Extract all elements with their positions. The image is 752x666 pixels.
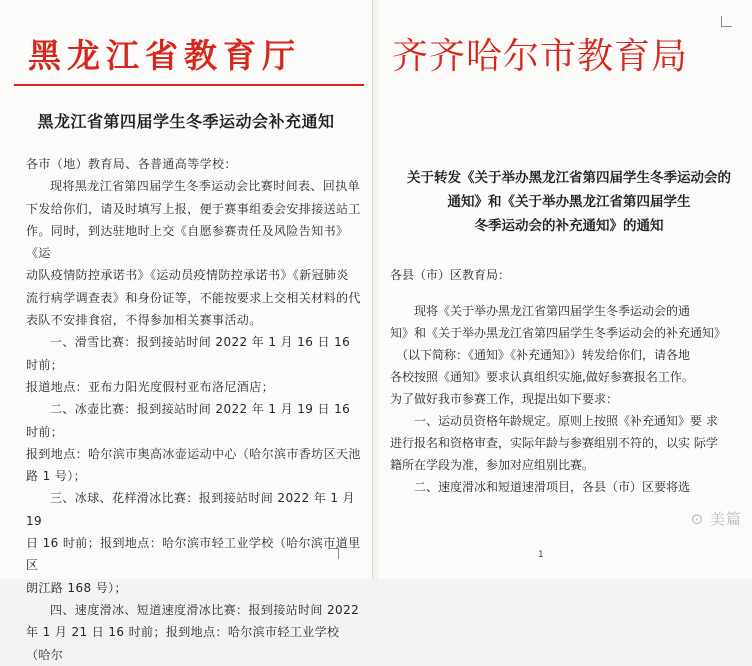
title-line: 通知》和《关于举办黑龙江省第四届学生	[447, 194, 691, 210]
body-line: 一、滑雪比赛：报到接站时间 2022 年 1 月 16 日 16 时前；	[26, 335, 351, 372]
body-line: 各市（地）教育局、各普通高等学校：	[26, 157, 237, 171]
crop-mark	[328, 548, 339, 559]
body-line: 四、速度滑冰、短道速度滑冰比赛：报到接站时间 2022	[50, 602, 360, 617]
body-line: 二、冰壶比赛：报到接站时间 2022 年 1 月 19 日 16 时前；	[26, 402, 351, 439]
body-line: 三、冰球、花样滑冰比赛：报到接站时间 2022 年 1 月 19	[26, 491, 356, 528]
page-number: 1	[538, 550, 544, 560]
left-document-body	[26, 153, 364, 666]
crop-mark	[721, 16, 732, 27]
body-line: 路 1 号）；	[26, 469, 87, 484]
body-line: 流行病学调查表》和身份证等，不能按要求上交相关材料的代	[26, 290, 361, 305]
body-line: 一、运动员资格年龄规定。原则上按照《补充通知》要 求	[414, 414, 718, 428]
title-line: 冬季运动会的补充通知》的通知	[474, 218, 664, 234]
body-line: 知》和《关于举办黑龙江省第四届学生冬季运动会的补充通知》	[390, 326, 727, 340]
left-masthead-red-rule	[14, 84, 364, 86]
right-document-page	[378, 0, 752, 579]
body-line: 现将黑龙江省第四届学生冬季运动会比赛时间表、回执单	[50, 179, 361, 194]
left-document-title: 黑龙江省第四届学生冬季运动会补充通知	[37, 112, 335, 131]
body-line: 作。同时，到达驻地时上交《自愿参赛责任及风险告知书》《运	[26, 223, 349, 261]
body-line: 年 1 月 21 日 16 时前；报到地点：哈尔滨市轻工业学校（哈尔	[26, 625, 340, 662]
body-line: 朗江路 168 号）；	[26, 580, 127, 595]
body-line: 表队不安排食宿，不得参加相关赛事活动。	[26, 313, 262, 328]
body-line: 现将《关于举办黑龙江省第四届学生冬季运动会的通	[414, 304, 691, 318]
body-line: 日 16 时前；报到地点：哈尔滨市轻工业学校（哈尔滨市道里区	[26, 536, 361, 573]
left-masthead-heilongjiang-education-dept: 黑龙江省教育厅	[28, 36, 301, 75]
body-line: 报到地点：哈尔滨市奥高冰壶运动中心（哈尔滨市香坊区天池	[26, 446, 361, 461]
left-document-page	[0, 0, 373, 662]
body-line: 各校按照《通知》要求认真组织实施,做好参赛报名工作。	[390, 370, 694, 384]
body-line: 二、速度滑冰和短道速滑项目，各县（市）区要将选	[414, 480, 691, 494]
title-line: 关于转发《关于举办黑龙江省第四届学生冬季运动会的	[407, 170, 731, 186]
body-line: （以下简称：《通知》《补充通知》）转发给你们，请各地	[396, 348, 691, 362]
body-line: 籍所在学段为准，参加对应组别比赛。	[390, 458, 595, 472]
body-line: 下发给你们，请及时填写上报，便于赛事组委会安排接送站工	[26, 201, 361, 216]
body-line: 报道地点：亚布力阳光度假村亚布洛尼酒店；	[26, 379, 275, 394]
salutation: 各县（市）区教育局：	[390, 268, 511, 282]
meipian-watermark: ⊙ 美篇	[690, 510, 742, 528]
right-masthead-qiqihar-education-bureau: 齐齐哈尔市教育局	[392, 36, 689, 77]
right-document-title	[386, 166, 752, 238]
right-document-body	[390, 264, 746, 498]
body-line: 动队疫情防控承诺书》《运动员疫情防控承诺书》《新冠肺炎	[26, 268, 349, 283]
body-line: 为了做好我市参赛工作，现提出如下要求：	[390, 392, 619, 406]
body-line: 进行报名和资格审查，实际年龄与参赛组别不符的，以实 际学	[390, 436, 718, 450]
